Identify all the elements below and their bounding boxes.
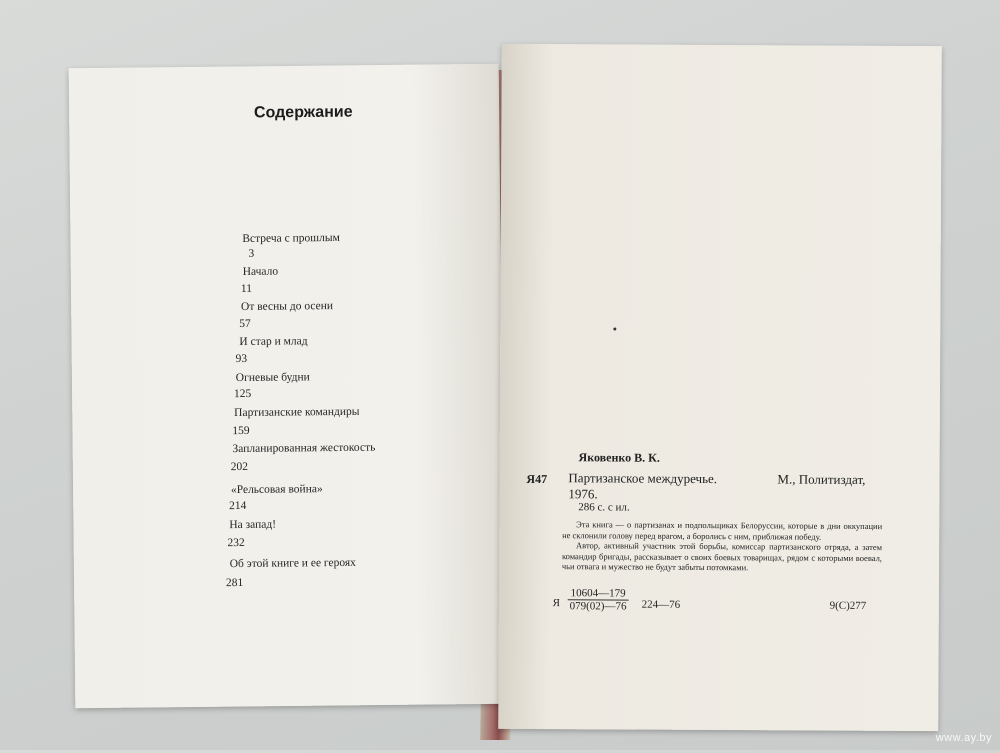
- catalog-index-code: Я47: [526, 471, 548, 487]
- toc-entry-label: Об этой книге и ее героях: [229, 556, 356, 571]
- code-denominator: 079(02)—76: [569, 600, 627, 613]
- catalog-pages: 286 с. с ил.: [578, 501, 630, 514]
- toc-entry-label: И стар и млад: [239, 335, 308, 349]
- toc-entry-label: От весны до осени: [240, 300, 334, 313]
- toc-title: Содержание: [253, 103, 353, 122]
- toc-entry-page: 11: [240, 282, 252, 295]
- annotation-paragraph: Автор, активный участник этой борьбы, комиссар партизанского отряда, а затем командир бригады, рассказывает о своих боевых товарищах, рядом с которыми воевал, чьи отвага и мужество не будут забыты потомками.: [561, 540, 883, 573]
- toc-entry-label: Начало: [242, 265, 279, 278]
- catalog-author: Яковенко В. К.: [578, 450, 660, 465]
- catalog-title: Партизанское междуречье.: [568, 470, 718, 487]
- toc-entry-label: Партизанские командиры: [234, 405, 360, 420]
- catalog-code-middle: 224—76: [641, 598, 681, 611]
- catalog-publisher: М., Политиздат,: [777, 471, 866, 488]
- catalog-code-letter: Я: [552, 597, 561, 610]
- catalog-code-right: 9(С)277: [829, 599, 867, 613]
- toc-entry-page: 125: [233, 387, 252, 401]
- toc-entry-label: Огневые будни: [235, 371, 310, 385]
- toc-entry-page: 232: [227, 536, 245, 550]
- toc-entry-page: 214: [229, 499, 247, 513]
- catalog-year: 1976.: [568, 486, 598, 502]
- toc-entry-page: 281: [225, 576, 244, 590]
- print-speck: [613, 327, 616, 330]
- toc-entry-label: «Рельсовая война»: [230, 483, 323, 497]
- catalog-annotation: [562, 519, 882, 573]
- annotation-paragraph: Эта книга — о партизанах и подпольщиках Белоруссии, которые в дни оккупации не склонили голову перед врагом, а боролись с ним, приближая победу.: [562, 519, 883, 542]
- toc-entry-label: На запад!: [229, 518, 277, 532]
- toc-entry-page: 57: [239, 317, 251, 331]
- catalog-code-fraction: [568, 587, 629, 612]
- toc-entry-label: Запланированная жестокость: [232, 441, 376, 456]
- toc-entry-page: 3: [248, 247, 255, 260]
- toc-entry-page: 159: [232, 424, 250, 438]
- watermark: www.ay.by: [935, 732, 992, 744]
- code-numerator: 10604—179: [568, 587, 629, 600]
- toc-entry-label: Встреча с прошлым: [242, 231, 340, 245]
- toc-entry-page: 202: [230, 460, 249, 474]
- toc-entry-page: 93: [235, 352, 248, 366]
